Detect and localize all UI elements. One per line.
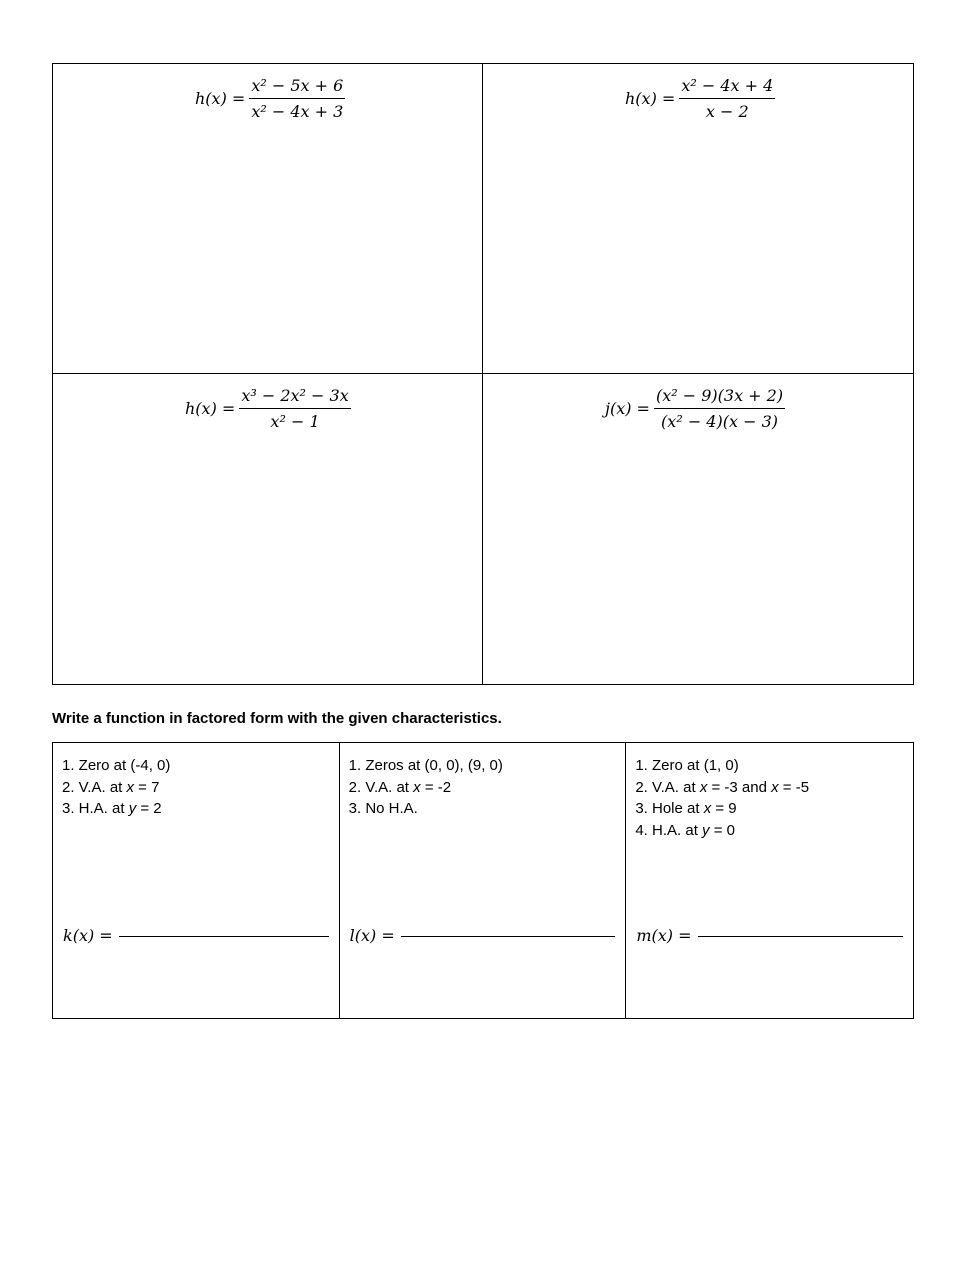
answer-row-k — [63, 926, 329, 945]
characteristic-line: 4. H.A. at y = 0 — [635, 821, 735, 839]
characteristics-cell-m — [626, 743, 913, 1018]
answer-row-l — [350, 926, 616, 945]
characteristic-line: 2. V.A. at x = -3 and x = -5 — [635, 778, 810, 796]
function-name: h(x) = — [625, 89, 676, 108]
problem-cell-1 — [53, 64, 483, 374]
denominator: x − 2 — [705, 102, 749, 121]
answer-label: l(x) = — [349, 926, 395, 945]
answer-row-m — [636, 926, 903, 945]
problem-cell-2 — [483, 64, 913, 374]
fraction — [249, 76, 345, 121]
denominator: (x² − 4)(x − 3) — [661, 412, 778, 431]
characteristic-line: 2. V.A. at x = -2 — [348, 778, 452, 796]
numerator: x² − 4x + 4 — [679, 76, 775, 99]
function-equation-4 — [605, 386, 785, 431]
section-heading: Write a function in factored form with the given characteristics. — [52, 710, 502, 727]
fraction — [239, 386, 350, 431]
numerator: (x² − 9)(3x + 2) — [654, 386, 785, 409]
characteristics-cell-k — [53, 743, 340, 1018]
problem-cell-4 — [483, 374, 913, 684]
characteristic-line: 1. Zeros at (0, 0), (9, 0) — [348, 757, 503, 774]
answer-blank[interactable] — [401, 936, 616, 937]
characteristic-line: 3. H.A. at y = 2 — [62, 800, 162, 817]
answer-label: k(x) = — [63, 926, 113, 945]
characteristic-line: 1. Zero at (1, 0) — [635, 757, 739, 774]
numerator: x² − 5x + 6 — [249, 76, 345, 99]
function-name: j(x) = — [605, 399, 650, 418]
characteristic-line: 3. Hole at x = 9 — [635, 800, 737, 817]
denominator: x² − 1 — [270, 412, 320, 431]
function-equation-2 — [625, 76, 775, 121]
answer-blank[interactable] — [698, 936, 903, 937]
fraction — [654, 386, 785, 431]
characteristic-line: 1. Zero at (-4, 0) — [62, 757, 171, 774]
function-equation-3 — [185, 386, 351, 431]
function-grid — [52, 63, 914, 685]
answer-blank[interactable] — [119, 936, 329, 937]
fraction — [679, 76, 775, 121]
answer-label: m(x) = — [636, 926, 692, 945]
characteristics-grid — [52, 742, 914, 1019]
function-name: h(x) = — [195, 89, 246, 108]
characteristic-line: 3. No H.A. — [348, 800, 418, 817]
characteristics-cell-l — [340, 743, 627, 1018]
numerator: x³ − 2x² − 3x — [239, 386, 350, 409]
denominator: x² − 4x + 3 — [251, 102, 344, 121]
function-equation-1 — [195, 76, 345, 121]
characteristic-line: 2. V.A. at x = 7 — [62, 778, 160, 796]
problem-cell-3 — [53, 374, 483, 684]
function-name: h(x) = — [185, 399, 236, 418]
